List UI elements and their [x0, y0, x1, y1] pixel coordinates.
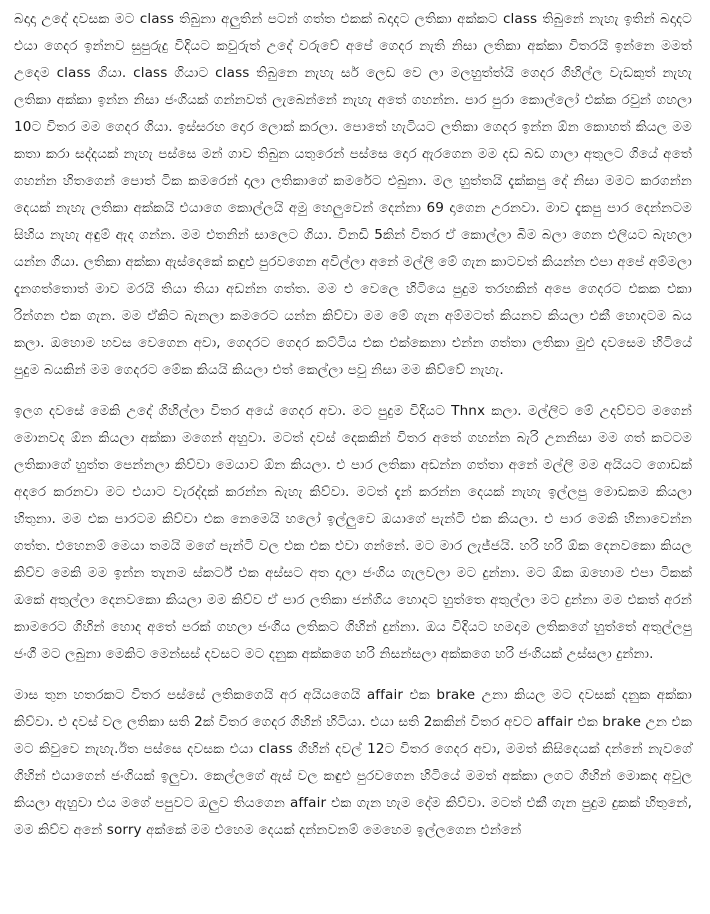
paragraph-1: බදාදා උදේ දවසක මට class තිබුනා අලුතින් පටන් ගත්ත එකක් බදාදට ලතිකා අක්කට class තිබුනේ නැහැ ඉතින් බදාදට එයා ගෙදර ඉන්නව සුපුරුදු විදියට කවුරුත් උදේ වරුවේ අපේ ගෙදර නැති නිසා ලතිකා අක්කා විතරයි ඉන්නෙ මමත් උදෙම class ගියා. class ගියාට class තිබුනෙ නැහැ සර් ලෙඩ වෙ ලා මලහුත්ත්යි ගෙදර ගිහිල්ල වැඩකුත් නැහැ ලතිකා අක්කා ඉන්න නිසා ජංගියක් ගන්නවත් ලැබෙන්නේ නැහැ අතේ ගහන්න. පාර පුරා කොල්ලෝ එක්ක රවුන් ගහලා 10ට විතර මම ගෙදර ගියා. ඉස්සරහ දොර ලොක් කරලා. පොතේ හැටියට ලතිකා ගෙදර ඉන්න ඕන කොහත් කියල මම කතා කරා සද්දයක් නැහැ පස්සෙ මන් ගාව තිබුන යතුරෙන් පස්සෙ දොර ඇරගෙන මම දඩ බඩ ගාලා අතුලට ගියේ අතේ ගහන්න හිතගෙන් පොත් ටික කමරෙන් දාලා ලතිකාගේ කමරේට එබුනා. මල හුත්තයි දැක්කපු දේ නිසා මමට කරගන්න දෙයක් නැහැ ලතිකා අක්කයි එයාගෙ කොල්ලයි අමු හෙලුවෙන් දෙන්නා 69 දාගෙන උරනවා. මාව දැකපු පාර දෙන්නටම සිහිය නැහැ අඳුම් ඇද ගන්න. මම එතනින් සාලෙට ගියා. විනඩි 5කින් විතර ඒ කොල්ලා බිම බලා ගෙන එලියට බැහලා යන්න ගියා. ලතිකා අක්කා ඇස්දෙකේ කඳුළු පුරවගෙන අවිල්ලා අනේ මල්ලි මේ ගැන කාටවත් කියන්න එපා අපේ අම්මලා දැනගත්තොත් මාව මරයි තියා තියා අඩන්න ගත්ත. මම එ වෙලෙ හිටියෙ පුදුම තරහකින් අපෙ ගෙදරට එකක එකා රින්ගන එක ගැන. මම ඒකිට බැනලා කමරෙට යන්න කිව්වා මම මේ ගැන අම්මටත් කියනව කියලා එකී හොදටම බය කලා. ඔහොම හවස වෙගෙන අවා, ගෙදරට ගෙදර කට්ටිය එක එක්කෙනා එන්න ගත්තා ලතිකා මුළු දවසෙම හිටියේ පුදුම බයකින් මම ගෙදරට මේක කියයි කියලා එත් කෙල්ලා පවු නිසා මම කිව්වේ නැහැ.: [14, 11, 692, 378]
paragraph-3: මාස තුන හතරකට විතර පස්සේ ලතිකගෙයි අර අයියගෙයි affair එක brake උනා කියල මට දවසක් දනුක අක්කා කිව්වා. එ දවස් වල ලතිකා සති 2ක් විතර ගෙදර ගිහින් හිටියා. එයා සති 2කකින් විතර අවට affair එක brake උන එක මට කිවුවෙ නැහැ.ඊත පස්සෙ දවසක එයා class ගිහින් දවල් 12ට විතර ගෙදර අවා, මමත් කිසිදෙයක් දන්නේ නැවගේ ගිහින් එයාගෙන් ජංගියක් ඉලුවා. කෙල්ලගේ ඇස් වල කඳුළු පුරවගෙන හිටියේ මමත් අක්කා ලගට ගිහින් මොකද අවුල කියලා ඇහුවා එය මගේ පපුවට ඔලුව තියගෙන affair එක ගැන හැම දේම කිව්වා. මටත් එකී ගැන පුදුම දුකක් හිතුනේ, මම කිව්ව අනේ sorry අක්කේ මම එහෙම දෙයක් දන්නවනම් මෙහෙම ඉල්ලගෙන එන්නේ: [14, 687, 692, 838]
paragraph-2: ඉලග දවසේ මෙකි උදේ ගිහිල්ලා විතර අයේ ගෙදර අවා. මට පුදුම විදියට Thnx කලා. මල්ලිට මේ උදව්වට මගෙන් මොනවද ඕන කියලා අක්කා මගෙන් අහුවා. මටත් දවස් දෙකකින් විතර අතේ ගහන්න බැරි උනනිසා මම ගත් කටටම ලතිකාගේ හුත්ත පෙන්නලා කිව්වා මෙයාව ඕන කියලා. එ පාර ලතිකා අඩන්න ගත්තා අනේ මල්ලි මම අයියට ගොඩක් අදරෙ කරනවා මට එයාට වැරද්දක් කරන්න බැහැ කිව්වා. මටත් දැන් කරන්න දෙයක් නැහැ ඉල්ලපු මොඩකම කියලා හිතුනා. මම එක පාරටම කිව්වා එක නෙමෙයි හලෝ ඉල්ලුවෙ ඔයාගේ පැන්ටි එක කියලා. එ පාර මෙකි හිනාවෙන්න ගත්ත. එහෙනම් මෙයා තමයි මගේ පැන්ටි වල එක එක එවා ගන්නේ. මට මාර ලැජ්ජයි. හරි හරි ඕක දෙනවකො කියල කිව්ව මෙකි මම ඉන්න තැනම ස්කර්ට් එක අස්සට අත දාලා ජංගිය ගැලවලා මට දුන්නා. මට ඕක ඔහොම එපා ටිකක් ඔකේ අතුල්ලා දෙනවකො කියලා මම කිව්ව ඒ පාර ලතිකා ජන්ගිය හොදට හුත්තෙ අතුල්ලා මට දුන්නා මම එකත් අරන් කාමරෙට ගිහින් හොද අතේ පරක් ගහලා ජංගිය ලතිකට ගිහින් දුන්නා. ඔය විදියට හමදාම ලතිකගේ හුත්තේ අතුල්ලපු ජංගී මට ලබුනා මෙකිට මෙන්සස් දවසට මට දනුක අක්කගෙ හරි නිසන්සලා අක්කගෙ හරි ජංගියක් උස්සලා දුන්නා.: [14, 403, 692, 662]
